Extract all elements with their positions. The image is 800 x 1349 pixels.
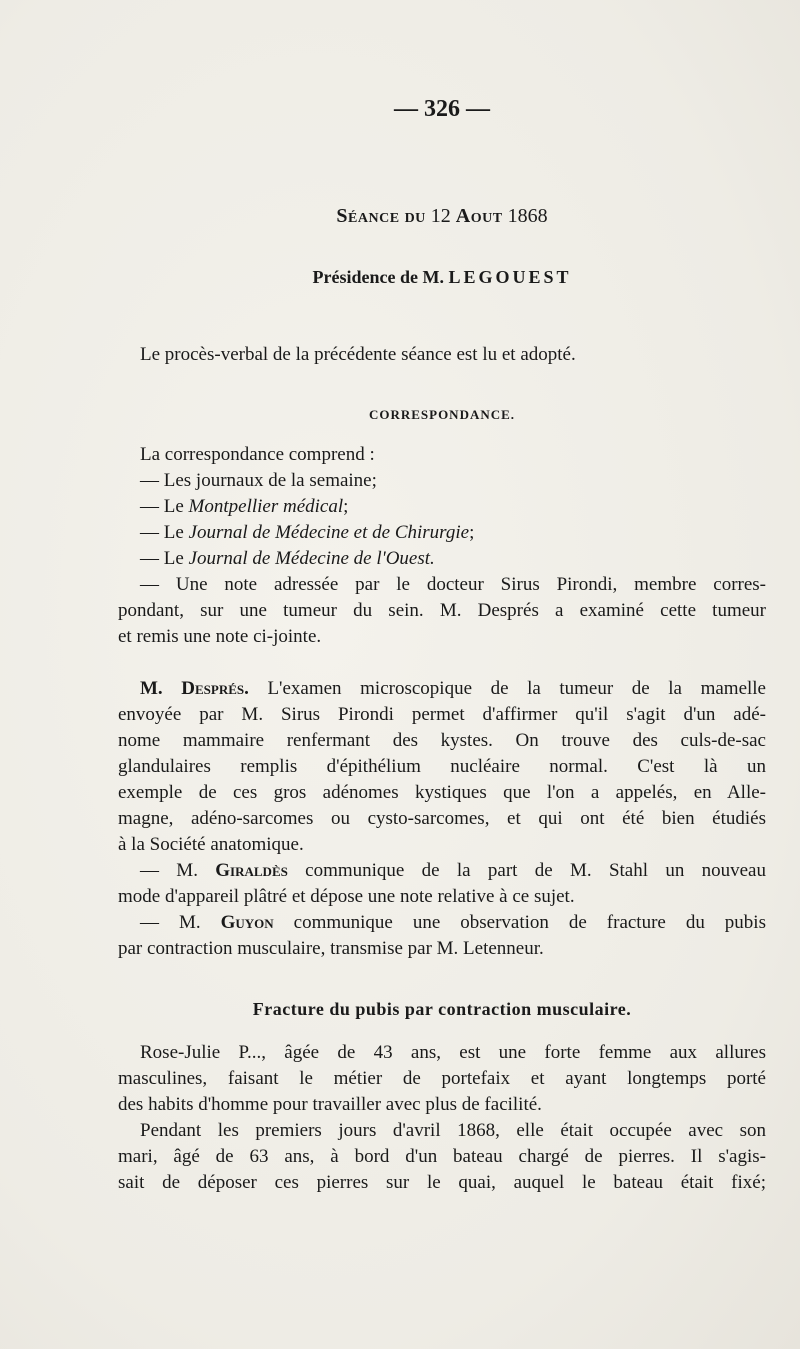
session-du: du bbox=[404, 205, 426, 227]
presidence-label: Présidence de M. bbox=[312, 267, 444, 287]
corr-item-montpellier: — Le Montpellier médical; bbox=[140, 496, 349, 517]
speaker-name: M. Després. bbox=[140, 678, 249, 699]
despres-line: glandulaires remplis d'épithélium nucléaire normal. C'est là un bbox=[118, 756, 766, 777]
corr-item-journal-ouest: — Le Journal de Médecine de l'Ouest. bbox=[140, 548, 435, 569]
session-month: Aout bbox=[455, 205, 503, 227]
session-year: 1868 bbox=[507, 205, 548, 227]
corr-item-journal-med-chir: — Le Journal de Médecine et de Chirurgie; bbox=[140, 522, 475, 543]
fracture-title: Fracture du pubis par contraction musculaire. bbox=[252, 999, 632, 1019]
giraldes-line: — M. Giraldès communique de la part de M. Stahl un nouveau bbox=[140, 860, 766, 881]
session-day: 12 bbox=[430, 205, 451, 227]
journal-title: Montpellier médical bbox=[188, 496, 344, 517]
despres-line: nome mammaire renfermant des kystes. On trouve des culs-de-sac bbox=[118, 730, 766, 751]
despres-line: M. Després. L'examen microscopique de la tumeur de la mamelle bbox=[140, 678, 766, 699]
journal-title: Journal de Médecine et de Chirurgie bbox=[188, 522, 470, 543]
corr-note-line: et remis une note ci-jointe. bbox=[118, 626, 322, 647]
guyon-line: — M. Guyon communique une observation de fracture du pubis bbox=[140, 912, 766, 933]
despres-line: magne, adéno-sarcomes ou cysto-sarcomes, et qui ont été bien étudiés bbox=[118, 808, 766, 829]
correspondance-heading: CORRESPONDANCE. bbox=[368, 407, 516, 422]
giraldes-line: mode d'appareil plâtré et dépose une note relative à ce sujet. bbox=[118, 886, 575, 907]
despres-line: envoyée par M. Sirus Pirondi permet d'affirmer qu'il s'agit d'un adé- bbox=[118, 704, 766, 725]
corr-item-journaux: — Les journaux de la semaine; bbox=[140, 470, 377, 491]
proces-verbal: Le procès-verbal de la précédente séance est lu et adopté. bbox=[140, 344, 576, 365]
despres-line: exemple de ces gros adénomes kystiques que l'on a appelés, en Alle- bbox=[118, 782, 766, 803]
president-name: LEGOUEST bbox=[448, 267, 572, 287]
observation-line: Rose-Julie P..., âgée de 43 ans, est une forte femme aux allures bbox=[140, 1042, 766, 1063]
observation-line: Pendant les premiers jours d'avril 1868, elle était occupée avec son bbox=[140, 1120, 766, 1141]
observation-line: mari, âgé de 63 ans, à bord d'un bateau chargé de pierres. Il s'agis- bbox=[118, 1146, 766, 1167]
observation-line: sait de déposer ces pierres sur le quai, auquel le bateau était fixé; bbox=[118, 1172, 766, 1193]
session-label: Séance bbox=[336, 205, 400, 227]
despres-line: à la Société anatomique. bbox=[118, 834, 304, 855]
corr-note-line: pondant, sur une tumeur du sein. M. Després a examiné cette tumeur bbox=[118, 600, 766, 621]
corr-note-line: — Une note adressée par le docteur Sirus Pirondi, membre corres- bbox=[140, 574, 766, 595]
session-heading bbox=[118, 203, 766, 229]
journal-title: Journal de Médecine de l'Ouest. bbox=[188, 548, 435, 569]
observation-line: masculines, faisant le métier de portefaix et ayant longtemps porté bbox=[118, 1068, 766, 1089]
corr-intro: La correspondance comprend : bbox=[140, 444, 375, 465]
presidence-heading bbox=[118, 264, 766, 290]
speaker-name: Guyon bbox=[220, 912, 274, 933]
page-number: — 326 — bbox=[394, 96, 490, 122]
speaker-name: Giraldès bbox=[215, 860, 288, 881]
guyon-line: par contraction musculaire, transmise par M. Letenneur. bbox=[118, 938, 544, 959]
observation-line: des habits d'homme pour travailler avec plus de facilité. bbox=[118, 1094, 542, 1115]
